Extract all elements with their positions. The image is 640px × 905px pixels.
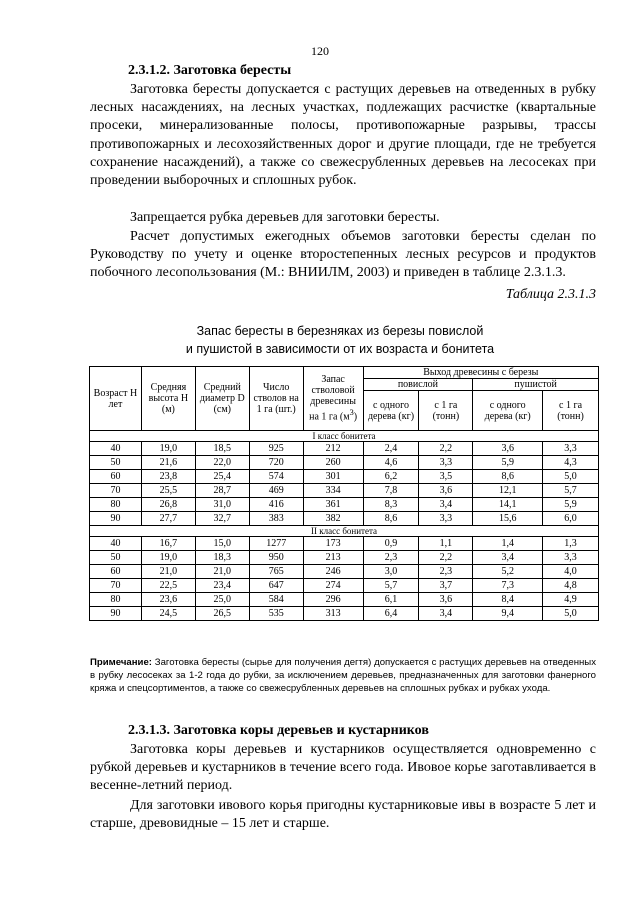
header-per-tree: с одного дерева (кг) bbox=[473, 391, 543, 431]
paragraph-bark-harvest bbox=[90, 741, 596, 796]
paragraph-text: Расчет допустимых ежегодных объемов заготовки бересты сделан по Руководству по учету и оценке второстепенных лесных ресурсов и продуктов побочного лесопользования (М.: ВНИИЛМ, 2003) и приведен в таблице 2.3.1.3. bbox=[90, 229, 596, 281]
header-stock bbox=[303, 367, 363, 431]
cell: 361 bbox=[303, 498, 363, 512]
cell: 3,3 bbox=[543, 551, 599, 565]
cell: 80 bbox=[90, 593, 142, 607]
cell: 173 bbox=[303, 537, 363, 551]
header-per-ha: с 1 га (тонн) bbox=[419, 391, 473, 431]
header-pushistaya: пушистой bbox=[473, 379, 599, 391]
table-row bbox=[90, 484, 599, 498]
cell: 3,0 bbox=[363, 565, 419, 579]
cell: 21,6 bbox=[141, 456, 195, 470]
cell: 1,4 bbox=[473, 537, 543, 551]
cell: 50 bbox=[90, 551, 142, 565]
cell: 6,1 bbox=[363, 593, 419, 607]
cell: 31,0 bbox=[195, 498, 249, 512]
table-row bbox=[90, 607, 599, 621]
cell: 8,4 bbox=[473, 593, 543, 607]
cell: 16,7 bbox=[141, 537, 195, 551]
cell: 9,4 bbox=[473, 607, 543, 621]
table-row bbox=[90, 579, 599, 593]
table-row bbox=[90, 442, 599, 456]
cell: 14,1 bbox=[473, 498, 543, 512]
cell: 4,8 bbox=[543, 579, 599, 593]
header-stock-sup: 3 bbox=[349, 408, 354, 418]
cell: 535 bbox=[249, 607, 303, 621]
cell: 3,3 bbox=[419, 512, 473, 526]
cell: 32,7 bbox=[195, 512, 249, 526]
cell: 2,3 bbox=[419, 565, 473, 579]
cell: 23,4 bbox=[195, 579, 249, 593]
cell: 6,4 bbox=[363, 607, 419, 621]
paragraph-text: Заготовка коры деревьев и кустарников осуществляется одновременно с рубкой деревьев и кустарников в течение всего года. Ивовое корье заготавливается в весенне-летний период. bbox=[90, 742, 596, 794]
cell: 90 bbox=[90, 607, 142, 621]
cell: 8,3 bbox=[363, 498, 419, 512]
cell: 1,1 bbox=[419, 537, 473, 551]
cell: 313 bbox=[303, 607, 363, 621]
cell: 416 bbox=[249, 498, 303, 512]
table-row bbox=[90, 565, 599, 579]
note-text: Заготовка бересты (сырье для получения дегтя) допускается с растущих деревьев на отведенных в рубку лесосеках за 1-2 года до рубки, за исключением деревьев, предназначенных для заготовки фанерного кряжа и спецсортиментов, а также со свежесрубленных деревьев на сплошных рубках и рубках ухода. bbox=[90, 657, 596, 694]
table-label: Таблица 2.3.1.3 bbox=[505, 287, 596, 302]
cell: 8,6 bbox=[363, 512, 419, 526]
cell: 21,0 bbox=[195, 565, 249, 579]
cell: 3,5 bbox=[419, 470, 473, 484]
header-stock-text: Запас стволовой древесины на 1 га (м bbox=[309, 374, 356, 423]
cell: 212 bbox=[303, 442, 363, 456]
header-per-ha: с 1 га (тонн) bbox=[543, 391, 599, 431]
cell: 5,9 bbox=[473, 456, 543, 470]
table-row bbox=[90, 537, 599, 551]
table-row bbox=[90, 498, 599, 512]
class-label-2: II класс бонитета bbox=[90, 526, 599, 537]
cell: 60 bbox=[90, 470, 142, 484]
cell: 469 bbox=[249, 484, 303, 498]
cell: 90 bbox=[90, 512, 142, 526]
section-heading-birch-bark: 2.3.1.2. Заготовка бересты bbox=[128, 63, 292, 78]
cell: 3,4 bbox=[473, 551, 543, 565]
cell: 3,4 bbox=[419, 607, 473, 621]
header-stock-close: ) bbox=[353, 411, 358, 423]
cell: 383 bbox=[249, 512, 303, 526]
cell: 26,5 bbox=[195, 607, 249, 621]
cell: 334 bbox=[303, 484, 363, 498]
table-caption-line: Запас бересты в березняках из березы повислой bbox=[196, 324, 484, 338]
cell: 647 bbox=[249, 579, 303, 593]
cell: 720 bbox=[249, 456, 303, 470]
paragraph-text: Для заготовки ивового корья пригодны кустарниковые ивы в возрасте 5 лет и старше, древовидные – 15 лет и старше. bbox=[90, 798, 596, 832]
cell: 18,5 bbox=[195, 442, 249, 456]
cell: 60 bbox=[90, 565, 142, 579]
cell: 4,0 bbox=[543, 565, 599, 579]
cell: 301 bbox=[303, 470, 363, 484]
cell: 3,3 bbox=[419, 456, 473, 470]
cell: 19,0 bbox=[141, 551, 195, 565]
cell: 26,8 bbox=[141, 498, 195, 512]
cell: 23,8 bbox=[141, 470, 195, 484]
paragraph-prohibition bbox=[90, 209, 596, 227]
paragraph-willow-bark bbox=[90, 797, 596, 833]
table-row bbox=[90, 470, 599, 484]
header-trunks: Число стволов на 1 га (шт.) bbox=[249, 367, 303, 431]
cell: 2,2 bbox=[419, 551, 473, 565]
cell: 7,8 bbox=[363, 484, 419, 498]
cell: 22,0 bbox=[195, 456, 249, 470]
cell: 6,2 bbox=[363, 470, 419, 484]
cell: 25,5 bbox=[141, 484, 195, 498]
table-note bbox=[90, 656, 596, 695]
cell: 3,4 bbox=[419, 498, 473, 512]
cell: 15,0 bbox=[195, 537, 249, 551]
cell: 296 bbox=[303, 593, 363, 607]
cell: 574 bbox=[249, 470, 303, 484]
cell: 3,7 bbox=[419, 579, 473, 593]
cell: 12,1 bbox=[473, 484, 543, 498]
cell: 6,0 bbox=[543, 512, 599, 526]
table-row bbox=[90, 593, 599, 607]
cell: 24,5 bbox=[141, 607, 195, 621]
header-diameter: Средний диаметр D (см) bbox=[195, 367, 249, 431]
cell: 925 bbox=[249, 442, 303, 456]
cell: 382 bbox=[303, 512, 363, 526]
header-age: Возраст Н лет bbox=[90, 367, 142, 431]
cell: 15,6 bbox=[473, 512, 543, 526]
cell: 40 bbox=[90, 442, 142, 456]
cell: 28,7 bbox=[195, 484, 249, 498]
cell: 3,6 bbox=[419, 593, 473, 607]
paragraph-text: Заготовка бересты допускается с растущих деревьев на отведенных в рубку лесных насаждениях, на лесных участках, подлежащих расчистке (квартальные просеки, минерализованные полосы, противопожарные разрывы, трассы противопожарных и лесохозяйственных дорог и другие площади, где не требуется сохранение насаждений), а также со свежесрубленных деревьев на лесосеках при проведении выборочных и сплошных рубок. bbox=[90, 82, 596, 189]
table-caption-line: и пушистой в зависимости от их возраста и бонитета bbox=[185, 342, 495, 356]
cell: 70 bbox=[90, 579, 142, 593]
paragraph-calculation bbox=[90, 228, 596, 283]
cell: 2,2 bbox=[419, 442, 473, 456]
cell: 5,7 bbox=[363, 579, 419, 593]
cell: 8,6 bbox=[473, 470, 543, 484]
cell: 3,6 bbox=[419, 484, 473, 498]
note-label: Примечание: bbox=[90, 657, 152, 668]
cell: 765 bbox=[249, 565, 303, 579]
cell: 4,9 bbox=[543, 593, 599, 607]
header-height: Средняя высота Н (м) bbox=[141, 367, 195, 431]
header-yield: Выход древесины с березы bbox=[363, 367, 598, 379]
birch-bark-stock-table bbox=[89, 366, 599, 621]
table-row bbox=[90, 551, 599, 565]
cell: 2,3 bbox=[363, 551, 419, 565]
header-povislaya: повислой bbox=[363, 379, 473, 391]
class-label-1: I класс бонитета bbox=[90, 431, 599, 442]
table-row bbox=[90, 456, 599, 470]
cell: 950 bbox=[249, 551, 303, 565]
cell: 50 bbox=[90, 456, 142, 470]
cell: 1,3 bbox=[543, 537, 599, 551]
cell: 22,5 bbox=[141, 579, 195, 593]
cell: 5,7 bbox=[543, 484, 599, 498]
cell: 19,0 bbox=[141, 442, 195, 456]
cell: 5,0 bbox=[543, 607, 599, 621]
cell: 25,4 bbox=[195, 470, 249, 484]
cell: 80 bbox=[90, 498, 142, 512]
page-number: 120 bbox=[311, 44, 329, 58]
cell: 0,9 bbox=[363, 537, 419, 551]
table-row bbox=[90, 512, 599, 526]
cell: 5,0 bbox=[543, 470, 599, 484]
cell: 23,6 bbox=[141, 593, 195, 607]
cell: 5,2 bbox=[473, 565, 543, 579]
paragraph-text: Запрещается рубка деревьев для заготовки бересты. bbox=[130, 210, 440, 225]
cell: 18,3 bbox=[195, 551, 249, 565]
cell: 246 bbox=[303, 565, 363, 579]
cell: 21,0 bbox=[141, 565, 195, 579]
cell: 40 bbox=[90, 537, 142, 551]
cell: 1277 bbox=[249, 537, 303, 551]
paragraph-birch-bark-rules bbox=[90, 81, 596, 190]
cell: 7,3 bbox=[473, 579, 543, 593]
header-per-tree: с одного дерева (кг) bbox=[363, 391, 419, 431]
cell: 70 bbox=[90, 484, 142, 498]
cell: 5,9 bbox=[543, 498, 599, 512]
cell: 4,6 bbox=[363, 456, 419, 470]
table-caption bbox=[100, 322, 580, 358]
cell: 4,3 bbox=[543, 456, 599, 470]
cell: 260 bbox=[303, 456, 363, 470]
cell: 27,7 bbox=[141, 512, 195, 526]
cell: 213 bbox=[303, 551, 363, 565]
cell: 584 bbox=[249, 593, 303, 607]
cell: 274 bbox=[303, 579, 363, 593]
section-heading-bark: 2.3.1.3. Заготовка коры деревьев и кустарников bbox=[128, 723, 429, 738]
cell: 3,3 bbox=[543, 442, 599, 456]
cell: 25,0 bbox=[195, 593, 249, 607]
cell: 3,6 bbox=[473, 442, 543, 456]
cell: 2,4 bbox=[363, 442, 419, 456]
